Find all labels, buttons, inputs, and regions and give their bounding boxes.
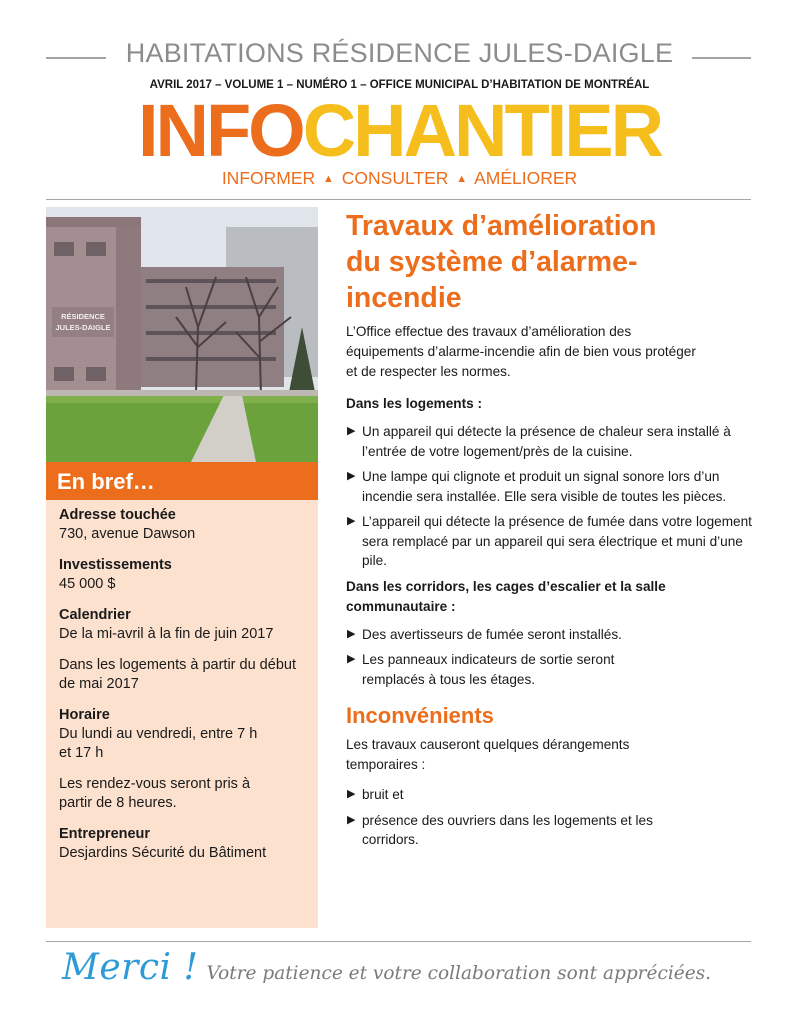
section-title-common: Dans les corridors, les cages d’escalier et la salle communautaire : [346,578,666,614]
sign-line-1: RÉSIDENCE [61,312,105,321]
list-item: ▶ Un appareil qui détecte la présence de chaleur sera installé à l’entrée de votre logement/près de la cuisine. [347,424,731,459]
tagline-word-3: AMÉLIORER [474,168,578,188]
list-common [346,625,756,690]
bottom-divider [46,941,751,942]
tagline-word-2: CONSULTER [341,168,449,188]
inconvenience-intro: Les travaux causeront quelques dérangements temporaires : [346,737,630,772]
list-item: ▶ Des avertisseurs de fumée seront installés. [346,625,756,645]
brief-item-calendar [59,606,308,644]
sign-line-2: JULES-DAIGLE [55,323,111,332]
arrow-right-icon: ▶ [347,470,356,482]
masthead-chantier: CHANTIER [302,89,662,172]
brief-value: 45 000 $ [59,576,116,592]
brief-value: Du lundi au vendredi, entre 7 h et 17 h [59,726,258,761]
masthead [0,90,799,172]
brief-item-contractor [59,825,308,863]
brief-item-appointments [59,775,308,813]
triangle-icon: ▲ [456,173,468,185]
thanks-line [62,947,762,988]
brief-label: Calendrier [59,607,131,623]
arrow-right-icon: ▶ [347,425,356,437]
masthead-info: INFO [137,89,303,172]
brief-label: Adresse touchée [59,507,176,523]
brief-heading: En bref… [46,462,318,500]
list-item: ▶ Les panneaux indicateurs de sortie seront remplacés à tous les étages. [347,652,615,687]
arrow-right-icon: ▶ [347,515,356,527]
thanks-message: Votre patience et votre collaboration sont appréciées. [206,963,712,984]
arrow-right-icon: ▶ [347,653,356,665]
list-item: ▶ L’appareil qui détecte la présence de fumée dans votre logement sera remplacé par un appareil qui sera électrique et muni d’une pile. [347,514,752,568]
triangle-icon: ▲ [323,173,334,185]
building-photo [46,207,318,462]
arrow-right-icon: ▶ [347,813,356,826]
merci-text: Merci ! [62,947,199,988]
arrow-right-icon: ▶ [347,788,356,800]
arrow-right-icon: ▶ [347,627,356,640]
brief-label: Investissements [59,557,172,573]
residence-name: HABITATIONS RÉSIDENCE JULES-DAIGLE [125,38,674,68]
list-item: ▶ présence des ouvriers dans les logements et les corridors. [347,812,653,847]
list-inconvenience [346,785,756,850]
brief-value: 730, avenue Dawson [59,526,196,542]
list-item: ▶ Une lampe qui clignote et produit un signal sonore lors d’un incendie sera installée. Elle sera visible de toutes les pièces. [347,469,727,504]
inconvenience-title: Inconvénients [346,703,494,728]
article-intro: L’Office effectue des travaux d’amélioration des équipements d’alarme-incendie afin de bien vous protéger et de respecter les normes. [346,324,696,379]
issue-line: AVRIL 2017 – VOLUME 1 – NUMÉRO 1 – OFFICE MUNICIPAL D’HABITATION DE MONTRÉAL [149,79,650,91]
brief-item-investment [59,556,308,594]
brief-value: Les rendez-vous seront pris à partir de 8 heures. [59,776,251,811]
brief-item-address [59,506,308,544]
top-divider [46,199,751,200]
brief-label: Horaire [59,707,110,723]
list-item: ▶ bruit et [346,785,756,805]
tagline-word-1: INFORMER [221,168,316,188]
article [346,208,756,856]
section-title-units: Dans les logements : [346,396,482,411]
tagline [0,168,799,189]
brief-value: Dans les logements à partir du début de mai 2017 [59,657,296,692]
brief-box [46,500,318,928]
brief-item-schedule [59,706,308,763]
brief-label: Entrepreneur [59,826,151,842]
brief-item-calendar-units [59,656,308,694]
brief-value: Desjardins Sécurité du Bâtiment [59,845,267,861]
list-units [346,422,756,571]
brief-value: De la mi-avril à la fin de juin 2017 [59,626,274,642]
article-title: Travaux d’amélioration du système d’alarme-incendie [346,210,657,314]
